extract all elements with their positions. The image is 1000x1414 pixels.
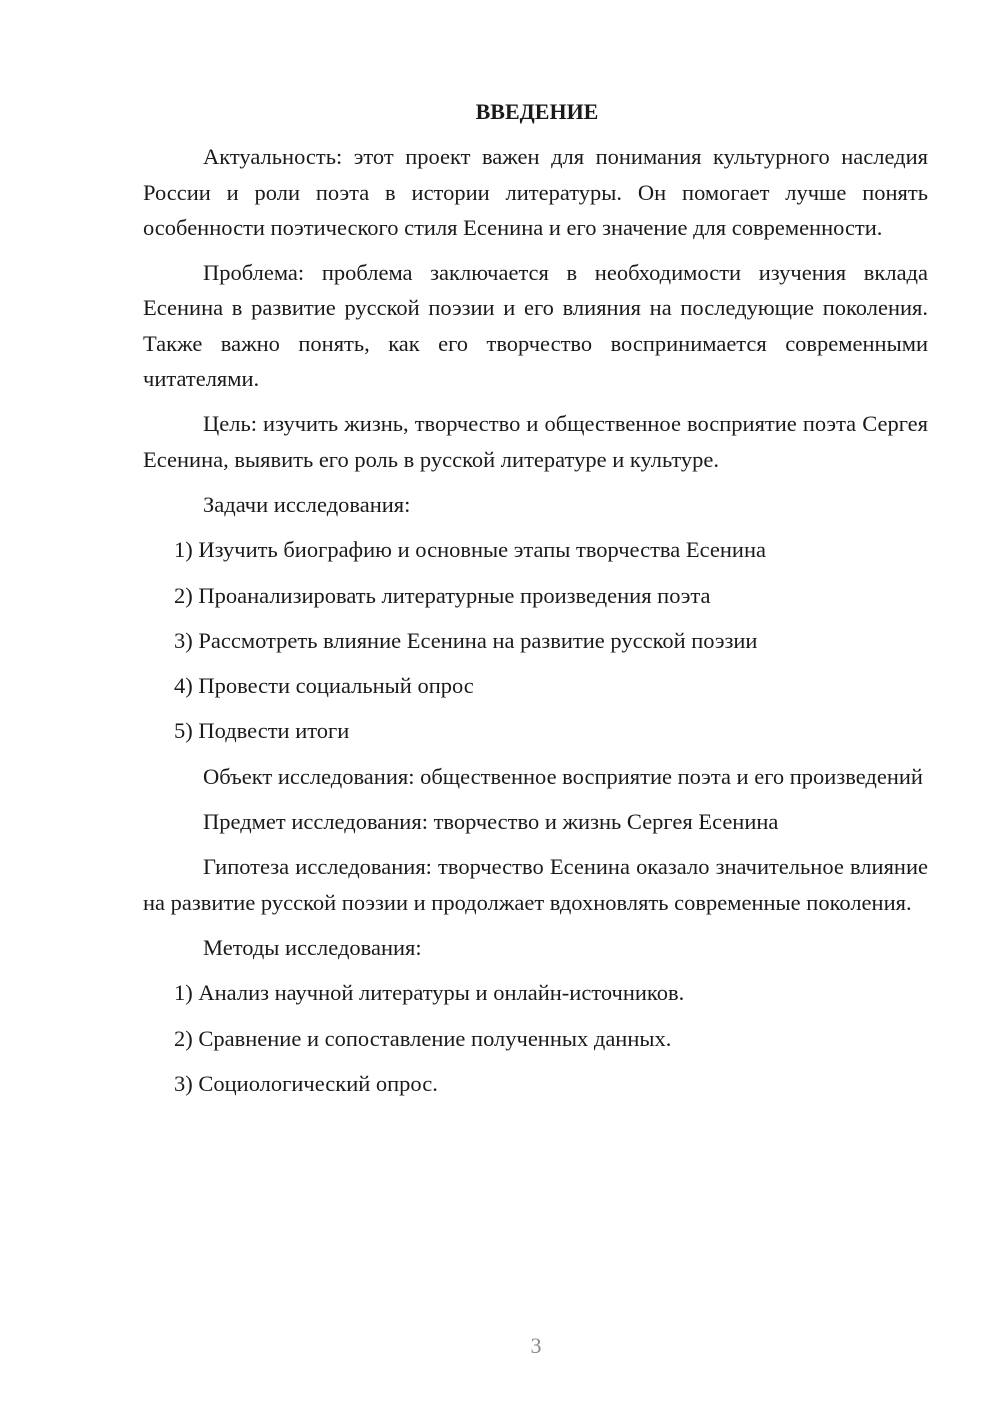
tasks-heading: Задачи исследования: (203, 491, 411, 517)
problem-paragraph: Проблема: проблема заключается в необходимости изучения вклада Есенина в развитие русской поэзии и его влияния на последующие поколения. Также важно понять, как его творчество воспринимается современными читателями. (143, 260, 928, 392)
list-item: 2) Сравнение и сопоставление полученных данных. (174, 1025, 672, 1051)
list-item: 2) Проанализировать литературные произведения поэта (174, 582, 711, 608)
methods-heading: Методы исследования: (203, 934, 422, 960)
methods-list (143, 975, 928, 1101)
list-item: 4) Провести социальный опрос (174, 673, 474, 699)
list-item: 3) Рассмотреть влияние Есенина на развитие русской поэзии (174, 627, 758, 653)
object-paragraph: Объект исследования: общественное восприятие поэта и его произведений (203, 763, 923, 789)
page-number: 3 (530, 1333, 542, 1358)
subject-paragraph: Предмет исследования: творчество и жизнь Сергея Есенина (203, 809, 779, 835)
section-title: ВВЕДЕНИЕ (475, 99, 599, 124)
list-item: 1) Анализ научной литературы и онлайн-источников. (174, 980, 685, 1006)
list-item: 3) Социологический опрос. (174, 1070, 438, 1096)
goal-paragraph: Цель: изучить жизнь, творчество и общественное восприятие поэта Сергея Есенина, выявить его роль в русской литературе и культуре. (143, 411, 928, 472)
tasks-list (143, 532, 928, 748)
list-item: 5) Подвести итоги (174, 718, 350, 744)
list-item: 1) Изучить биографию и основные этапы творчества Есенина (174, 537, 766, 563)
relevance-paragraph: Актуальность: этот проект важен для понимания культурного наследия России и роли поэта в истории литературы. Он помогает лучше понять особенности поэтического стиля Есенина и его значение для современности. (143, 144, 928, 240)
page-content (143, 94, 928, 1111)
hypothesis-paragraph: Гипотеза исследования: творчество Есенина оказало значительное влияние на развитие русской поэзии и продолжает вдохновлять современные поколения. (143, 854, 928, 915)
